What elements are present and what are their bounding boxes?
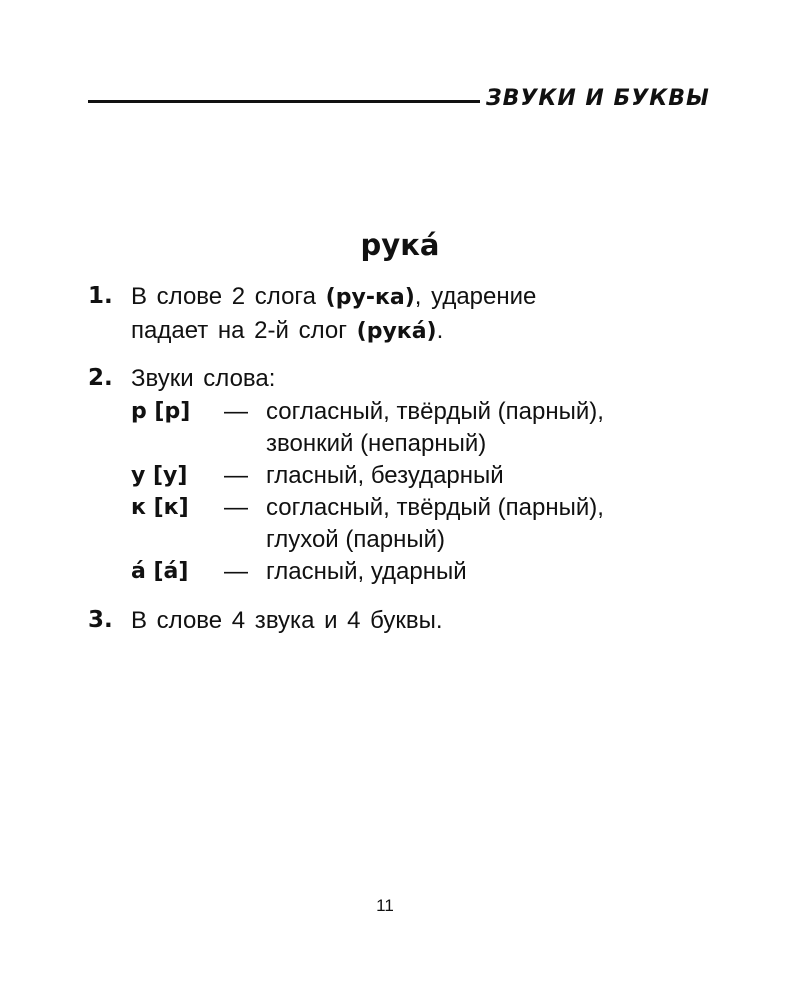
sound-letter: к [к]	[131, 495, 189, 520]
sound-dash: —	[224, 462, 248, 489]
page-number: 11	[376, 896, 394, 915]
item-number: 1.	[88, 283, 113, 309]
item-number: 2.	[88, 365, 113, 391]
sound-dash: —	[224, 558, 248, 585]
page-header	[88, 84, 710, 114]
header-rule	[88, 100, 480, 103]
text-run: , ударение	[414, 283, 537, 310]
sound-dash: —	[224, 398, 248, 425]
item-text: В слове 4 звука и 4 буквы.	[131, 607, 443, 634]
sound-row-r	[0, 395, 800, 461]
sound-description: гласный, ударный	[266, 558, 467, 585]
headword: рука́	[360, 228, 440, 262]
sound-description: звонкий (непарный)	[266, 430, 487, 457]
running-head: ЗВУКИ И БУКВЫ	[486, 86, 710, 111]
text-run: В слове 2 слога	[131, 283, 326, 310]
item-number: 3.	[88, 607, 113, 633]
sound-letter: р [р]	[131, 399, 191, 424]
sound-description: согласный, твёрдый (парный),	[266, 398, 604, 425]
sound-description: согласный, твёрдый (парный),	[266, 494, 604, 521]
item-line	[131, 314, 536, 348]
sound-dash: —	[224, 494, 248, 521]
sound-row-a	[0, 555, 800, 588]
syllable-split: (ру-ка)	[325, 285, 415, 310]
stressed-word: (рука́)	[356, 319, 437, 344]
item-text	[131, 280, 536, 348]
sound-row-u	[0, 459, 800, 492]
sound-letter: у [у]	[131, 463, 188, 488]
text-run: .	[436, 317, 444, 344]
sound-description: гласный, безударный	[266, 462, 504, 489]
sound-description: глухой (парный)	[266, 526, 445, 553]
item-line	[131, 280, 536, 314]
sound-letter: а́ [а́]	[131, 559, 189, 584]
sound-row-k	[0, 491, 800, 557]
item-intro: Звуки слова:	[131, 365, 276, 392]
text-run: падает на 2-й слог	[131, 317, 357, 344]
